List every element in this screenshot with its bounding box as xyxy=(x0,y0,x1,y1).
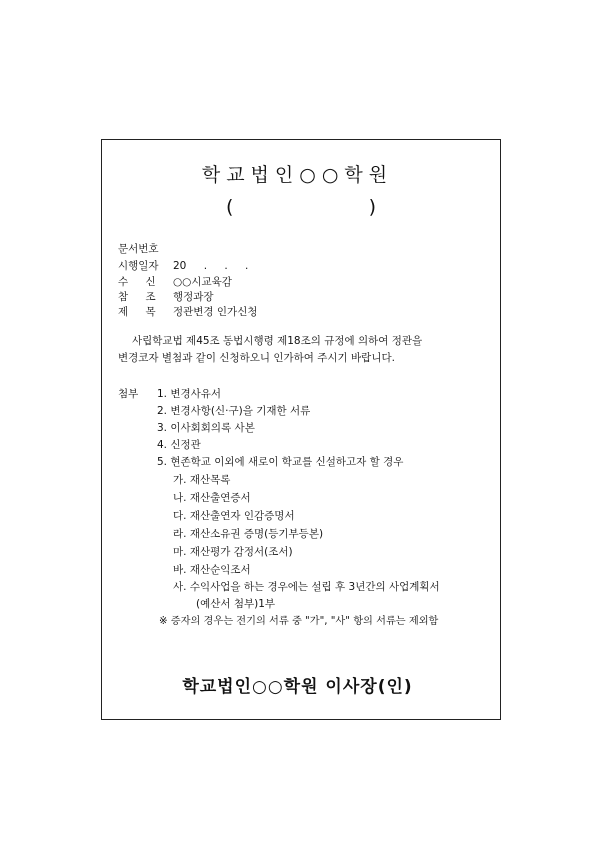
field-value-date: 20 . . . xyxy=(173,260,249,272)
sub-attachment-sa-continued: (예산서 첨부)1부 xyxy=(196,598,276,610)
field-value-recipient: ○○시교육감 xyxy=(173,276,232,288)
attachment-item-3: 3. 이사회회의록 사본 xyxy=(157,422,255,434)
attachment-label: 첨부 xyxy=(118,388,139,400)
field-value-reference: 행정과장 xyxy=(173,291,214,303)
sub-attachment-ba: 바. 재산순익조서 xyxy=(173,564,251,576)
sub-attachment-na: 나. 재산출연증서 xyxy=(173,492,251,504)
attachment-item-5: 5. 현존학교 이외에 새로이 학교를 신설하고자 할 경우 xyxy=(157,456,404,468)
field-label-doc-number: 문서번호 xyxy=(118,243,159,255)
paren-close: ) xyxy=(368,196,376,218)
note-text: ※ 증자의 경우는 전기의 서류 중 "가", "사" 항의 서류는 제외함 xyxy=(159,616,439,627)
attachment-item-2: 2. 변경사항(신·구)을 기재한 서류 xyxy=(157,405,311,417)
sub-attachment-sa: 사. 수익사업을 하는 경우에는 설립 후 3년간의 사업계획서 xyxy=(173,581,440,593)
field-label-reference: 참 조 xyxy=(118,291,156,303)
field-value-subject: 정관변경 인가신청 xyxy=(173,306,258,318)
sub-attachment-ga: 가. 재산목록 xyxy=(173,474,231,486)
body-line-1: 사립학교법 제45조 동법시행령 제18조의 규정에 의하여 정관을 xyxy=(132,335,423,347)
field-label-date: 시행일자 xyxy=(118,260,159,272)
sub-attachment-ra: 라. 재산소유권 증명(등기부등본) xyxy=(173,528,324,540)
document-title: 학교법인○○학원 xyxy=(201,164,394,186)
sub-attachment-da: 다. 재산출연자 인감증명서 xyxy=(173,510,295,522)
body-line-2: 변경코자 별첨과 같이 신청하오니 인가하여 주시기 바랍니다. xyxy=(118,352,395,364)
field-label-recipient: 수 신 xyxy=(118,276,156,288)
sub-attachment-ma: 마. 재산평가 감정서(조서) xyxy=(173,546,293,558)
attachment-item-4: 4. 신정관 xyxy=(157,439,201,451)
paren-open: ( xyxy=(226,196,234,218)
title-parentheses xyxy=(226,196,376,218)
field-label-subject: 제 목 xyxy=(118,306,156,318)
attachment-item-1: 1. 변경사유서 xyxy=(157,388,222,400)
footer-signature: 학교법인○○학원 이사장(인) xyxy=(182,677,413,697)
